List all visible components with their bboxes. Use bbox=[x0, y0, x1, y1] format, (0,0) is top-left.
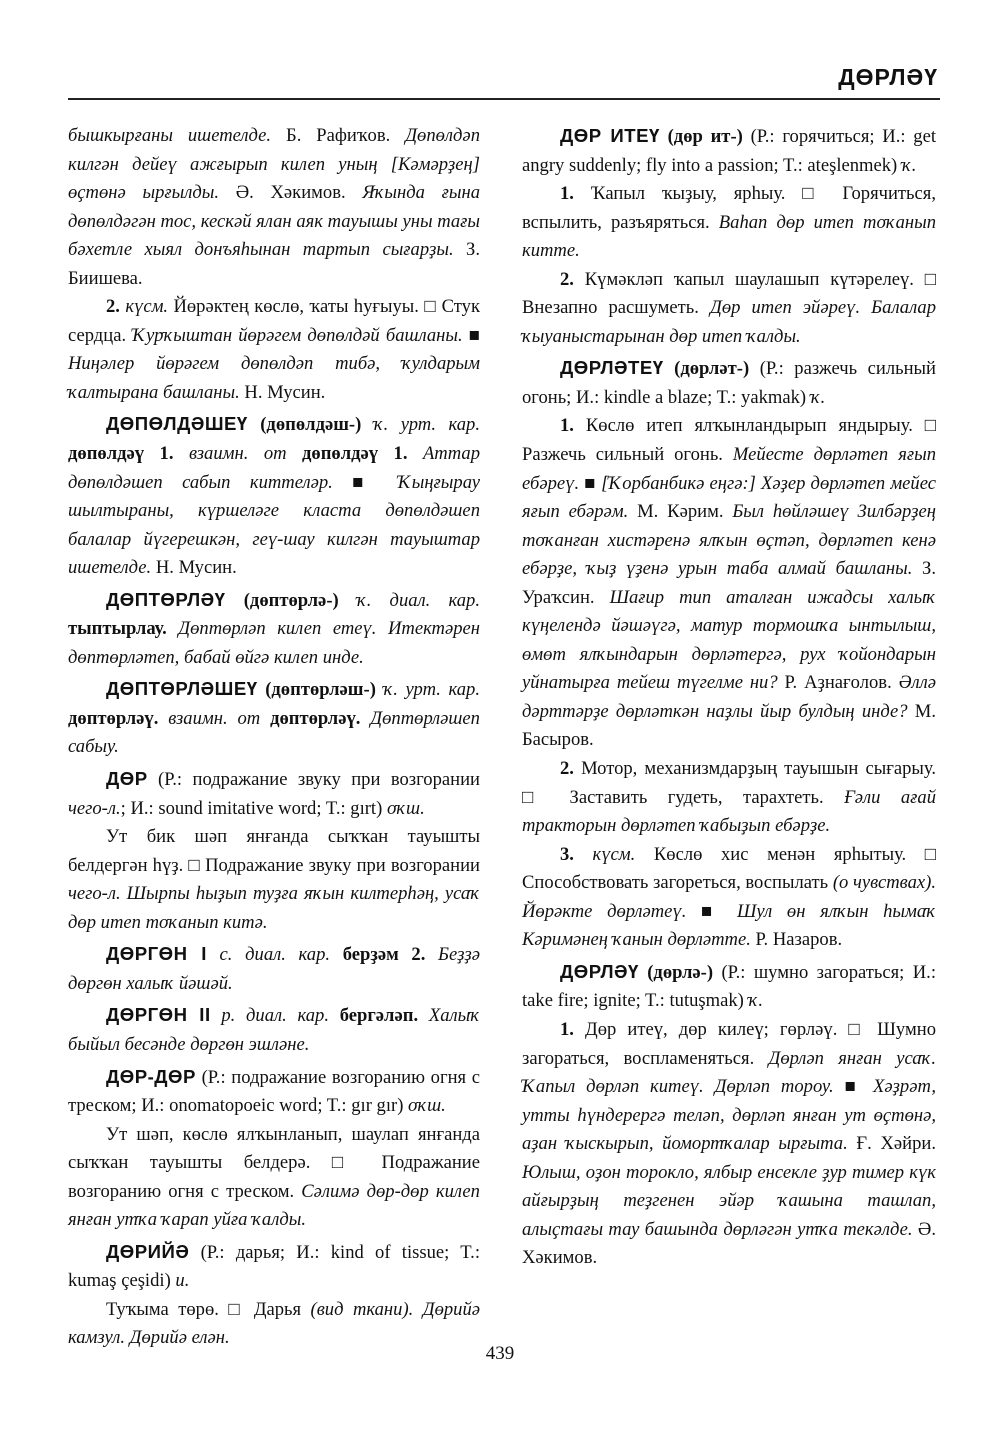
entry-dorlau: ДӨРЛӘҮ (дөрлә-) (Р.: шумно загораться; И.: take fire; ignite; T.: tutuşmak) ҡ. bbox=[522, 960, 936, 1012]
sense-2: 2. Мотор, механизмдарҙың тауышын сығарыу. □ Заставить гудеть, тарахтеть. Ғәли ағай тракторын дөрләтеп ҡабыҙып ебәрҙе. bbox=[522, 758, 936, 837]
entry-doriya-definition: Туҡыма төрө. □ Дарья (вид ткани). Дөрийә камзул. Дөрийә елән. bbox=[68, 1298, 481, 1349]
entry-dor: ДӨР (Р.: подражание звуку при возгорании чего-л.; И.: sound imitative word; T.: gırt) оҡш. bbox=[68, 768, 480, 819]
entry-dorgon-1: ДӨРГӨН I с. диал. кар. берҙәм 2. Беҙҙә дөргөн халыҡ йәшәй. bbox=[68, 943, 480, 994]
entry-dopoldasheu: ДӨПӨЛДӘШЕҮ (дөпөлдәш-) ҡ. урт. кар. дөпөлдәү 1. взаимн. от дөпөлдәү 1. Аттар дөпөлдәшеп сабып киттеләр. ■ Ҡыңғырау шылтыраны, күршеләге класта дөпөлдәшеп балалар йүгерешкән, геү-шау килгән тауыштар ишетелде. Н. Мусин. bbox=[68, 413, 480, 579]
right-column bbox=[522, 122, 936, 1273]
left-column bbox=[68, 122, 480, 1353]
entry-dor-dor-definition: Ут шәп, көслө ялҡынланып, шаулап янғанда сыҡҡан тауышты белдерә. □ Подражание возгоранию огня с треском. Сәлимә дөр-дөр килеп янған утҡа ҡарап уйға ҡалды. bbox=[68, 1123, 480, 1231]
entry-dor-dor: ДӨР-ДӨР (Р.: подражание возгоранию огня с треском; И.: onomatopoeic word; T.: gır gır) оҡш. bbox=[68, 1065, 480, 1117]
entry-dorlateu: ДӨРЛӘТЕҮ (дөрләт-) (Р.: разжечь сильный огонь; И.: kindle a blaze; T.: yakmak) ҡ. bbox=[522, 357, 936, 408]
entry-dorgon-2: ДӨРГӨН II р. диал. кар. бергәләп. Халыҡ быйыл бесәнде дөргөн эшләне. bbox=[68, 1004, 480, 1055]
sense-1: 1. Көслө итеп ялҡынландырып яндырыу. □ Разжечь сильный огонь. Мейесте дөрләтеп яғып ебәреү. ■ [Ҡорбанбикә еңгә:] Хәҙер дөрләтеп мейес яғып ебәрәм. М. Кәрим. Был һөйләшеү Зилбәрҙең тоҡанған хистәренә ялҡын өҫтәп, дөрләтеп кенә ебәрҙе, ҡыҙ үҙенә урын таба алмай башланы. З. Ураҡсин. Шағир тип аталған ижадсы халыҡ күңелендә йәшәүгә, матур тормошҡа ынтылыш, өмөт ялҡындарын дөрләтергә, рух ҡойондарын уйнатырға тейеш түгелме ни? Р. Аҙнағолов. Әллә дәрттәрҙе дөрләткән наҙлы йыр булдың инде? М. Басыров. bbox=[522, 415, 936, 751]
running-head-word: ДӨРЛӘҮ bbox=[838, 64, 938, 90]
sense-2: 2. Күмәкләп ҡапыл шаулашып күтәрелеү. □ Внезапно расшуметь. Дөр итеп эйәреү. Балалар ҡыуаныстарынан дөр итеп ҡалды. bbox=[522, 268, 937, 347]
entry-doptorlau: ДӨПТӨРЛӘҮ (дөптөрлә-) ҡ. диал. кар. тыптырлау. Дөптөрләп килеп етеү. Итектәрен дөптөрләтеп, бабай өйгә килеп инде. bbox=[68, 588, 480, 668]
entry-dor-iteu: ДӨР ИТЕҮ (дөр ит-) (Р.: горячиться; И.: get angry suddenly; fly into a passion; T.: ateşlenmek) ҡ. bbox=[522, 125, 937, 176]
sense-1: 1. Дөр итеү, дөр килеү; гөрләү. □ Шумно загораться, воспламеняться. Дөрләп янған усаҡ. Ҡапыл дөрләп китеү. Дөрләп тороу. ■ Хәҙрәт, утты һүндерергә теләп, дөрләп янған ут өҫтөнә, аҙан ҡыскырып, йомортҡалар ырғыта. Ғ. Хәйри. Юлыш, оҙон торокло, ялбыр енсекле ҙур тимер күк айғырҙың теҙгенен эйәр ҡашына ташлап, алыҫтағы тау башында дөрләгән утҡа текәлде. Ә. Хәкимов. bbox=[522, 1018, 936, 1269]
entry-doptorlasheu: ДӨПТӨРЛӘШЕҮ (дөптөрләш-) ҡ. урт. кар. дөптөрләү. взаимн. от дөптөрләү. Дөптөрләшеп сабыу. bbox=[68, 678, 480, 758]
sense-1: 1. Ҡапыл ҡыҙыу, ярһыу. □ Горячиться, вспылить, разъяряться. Ваһап дөр итеп тоҡанып китте. bbox=[522, 183, 936, 262]
sense-3: 3. күсм. Көслө хис менән ярһытыу. □ Способствовать загореться, воспылать (о чувствах). Йөрәкте дөрләтеү. ■ Шул өн ялҡын һымаҡ Кәримәнең ҡанын дөрләтте. Р. Назаров. bbox=[522, 843, 937, 951]
entry-doriya: ДӨРИЙӘ (Р.: дарья; И.: kind of tissue; T.: kumaş çeşidi) и. bbox=[68, 1240, 480, 1292]
sense-2: 2. күсм. Йөрәктең көслө, ҡаты һуғыуы. □ Стук сердца. Ҡурҡыштан йөрәгем дөпөлдәй башланы. ■ Ниңәлер йөрәгем дөпөлдәп тибә, ҡулдарым ҡалтырана башланы. Н. Мусин. bbox=[68, 296, 480, 403]
running-header bbox=[68, 62, 940, 100]
entry-dor-definition: Ут бик шәп янғанда сыҡҡан тауышты белдергән һүҙ. □ Подражание звуку при возгорании чего-л. Шырпы һыҙып туҙға яҡын килтерһәң, усаҡ дөр итеп тоҡанып китә. bbox=[68, 826, 480, 933]
page-number: 439 bbox=[485, 1343, 515, 1364]
entry-continuation: бышкырғаны ишетелде. Б. Рафиҡов. Дөпөлдәп килгән дейеү ажғырып килеп уның [Кәмәрҙең] өҫтөнә ырғылды. Ә. Хәкимов. Яҡында ғына дөпөлдәгән тос, кескәй ялан аяк тауышы уны тағы бәхетле хыял донъяһынан тартып сығарҙы. З. Биишева. bbox=[68, 125, 481, 289]
